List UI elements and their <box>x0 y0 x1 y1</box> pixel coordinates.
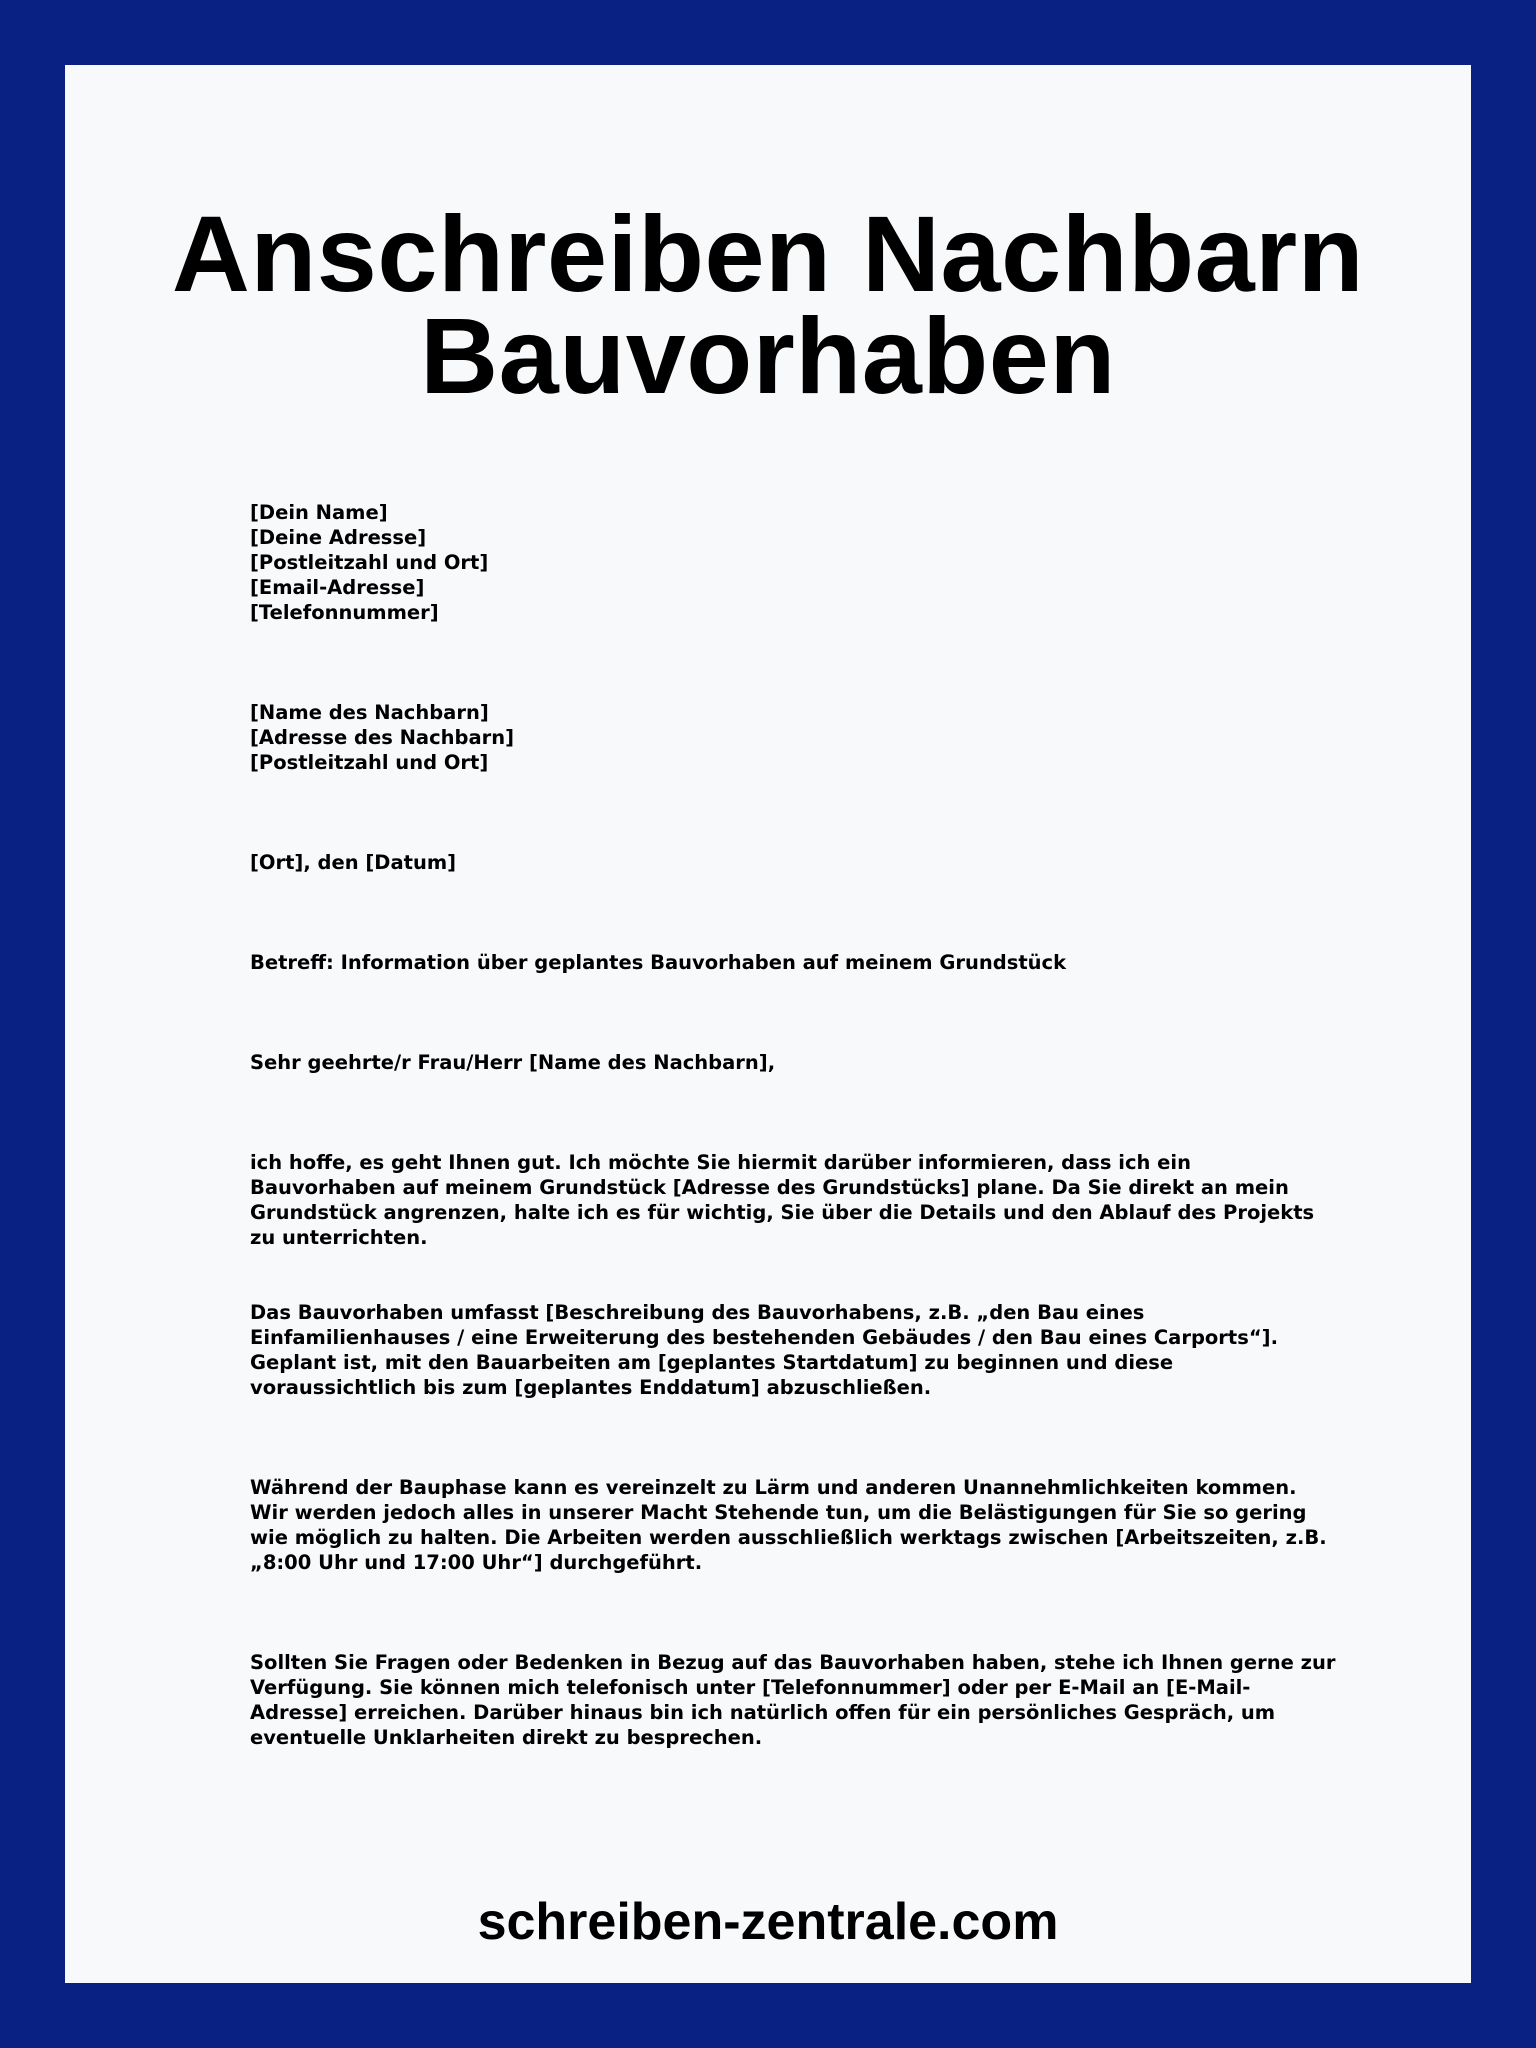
title-line-2: Bauvorhaben <box>420 295 1116 416</box>
salutation-text: Sehr geehrte/r Frau/Herr [Name des Nachbarn], <box>250 1051 776 1074</box>
sender-block <box>250 500 1350 625</box>
paragraph-text: Während der Bauphase kann es vereinzelt zu Lärm und anderen Unannehmlichkeiten kommen. Wir werden jedoch alles in unserer Macht Stehende tun, um die Belästigungen für Sie so gering wie möglich zu halten. Die Arbeiten werden ausschließlich werktags zwischen [Arbeitszeiten, z.B. „8:00 Uhr und 17:00 Uhr“] durchgeführt. <box>250 1476 1327 1574</box>
recipient-postal-city: [Postleitzahl und Ort] <box>250 751 489 774</box>
subject-text: Betreff: Information über geplantes Bauvorhaben auf meinem Grundstück <box>250 951 1067 974</box>
sender-email: [Email-Adresse] <box>250 576 425 599</box>
sender-name: [Dein Name] <box>250 501 388 524</box>
sender-postal-city: [Postleitzahl und Ort] <box>250 551 489 574</box>
subject-line <box>250 950 1350 975</box>
date-line <box>250 850 1350 875</box>
body-paragraph-2 <box>250 1300 1350 1400</box>
salutation <box>250 1050 1350 1075</box>
footer-website: schreiben-zentrale.com <box>477 1893 1059 1951</box>
body-paragraph-3 <box>250 1475 1350 1575</box>
body-paragraph-1 <box>250 1150 1350 1250</box>
date-line-text: [Ort], den [Datum] <box>250 851 457 874</box>
recipient-address: [Adresse des Nachbarn] <box>250 726 515 749</box>
recipient-name: [Name des Nachbarn] <box>250 701 489 724</box>
sender-phone: [Telefonnummer] <box>250 601 439 624</box>
document-page <box>65 65 1471 1983</box>
title-line-1: Anschreiben Nachbarn <box>171 193 1365 314</box>
sender-address: [Deine Adresse] <box>250 526 427 549</box>
recipient-block <box>250 700 1350 775</box>
paragraph-text: Das Bauvorhaben umfasst [Beschreibung des Bauvorhabens, z.B. „den Bau eines Einfamilienhauses / eine Erweiterung des bestehenden Gebäudes / den Bau eines Carports“]. Geplant ist, mit den Bauarbeiten am [geplantes Startdatum] zu beginnen und diese voraussichtlich bis zum [geplantes Enddatum] abzuschließen. <box>250 1301 1278 1399</box>
page-title <box>65 193 1471 416</box>
paragraph-text: ich hoffe, es geht Ihnen gut. Ich möchte Sie hiermit darüber informieren, dass ich ein Bauvorhaben auf meinem Grundstück [Adresse des Grundstücks] plane. Da Sie direkt an mein Grundstück angrenzen, halte ich es für wichtig, Sie über die Details und den Ablauf des Projekts zu unterrichten. <box>250 1151 1315 1249</box>
body-paragraph-4 <box>250 1650 1350 1750</box>
paragraph-text: Sollten Sie Fragen oder Bedenken in Bezug auf das Bauvorhaben haben, stehe ich Ihnen gerne zur Verfügung. Sie können mich telefonisch unter [Telefonnummer] oder per E-Mail an [E-Mail-Adresse] erreichen. Darüber hinaus bin ich natürlich offen für ein persönliches Gespräch, um eventuelle Unklarheiten direkt zu besprechen. <box>250 1651 1336 1749</box>
